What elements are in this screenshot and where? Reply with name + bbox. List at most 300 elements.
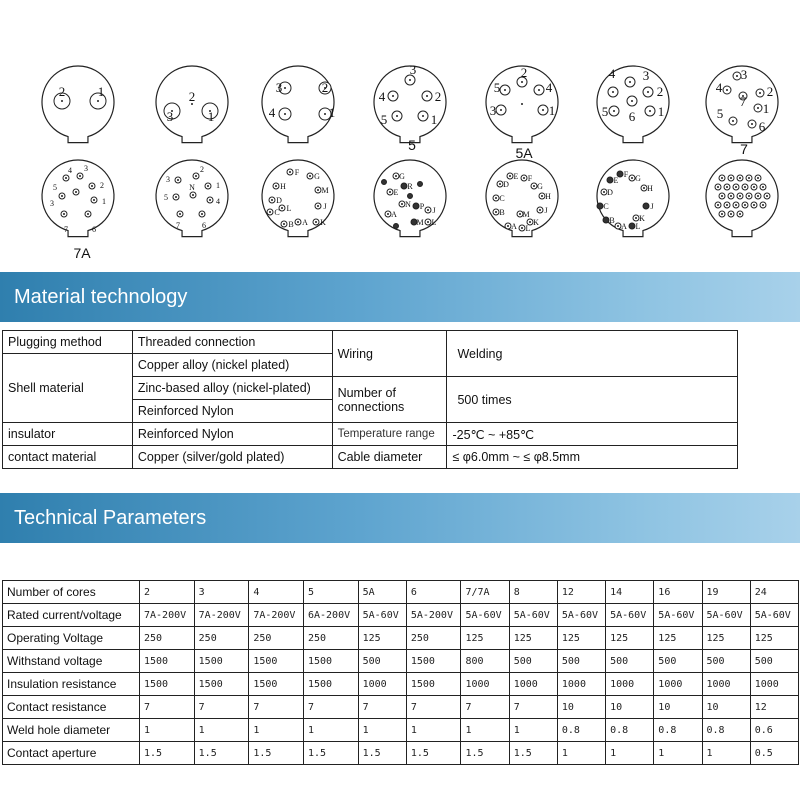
tech-cell: 1500 — [249, 673, 304, 696]
pin-hole — [597, 203, 603, 209]
pin-label: 3 — [489, 103, 497, 118]
pin-label: 5 — [164, 193, 168, 202]
tech-cell: 0.5 — [750, 742, 798, 765]
pin-dot — [726, 89, 728, 91]
tech-cell: 125 — [750, 627, 798, 650]
pin-label: G — [399, 172, 405, 181]
pin-dot — [507, 225, 509, 227]
pin-dot — [529, 221, 531, 223]
pin-dot — [509, 175, 511, 177]
pin-label: G — [537, 182, 543, 191]
technical-parameters-title: Technical Parameters — [14, 507, 207, 529]
tech-cell: 5 — [303, 581, 358, 604]
pin-dot — [209, 199, 211, 201]
tech-cell: 1000 — [702, 673, 750, 696]
pin-label: L — [431, 218, 437, 227]
tech-cell: 125 — [654, 627, 702, 650]
pin-dot — [401, 203, 403, 205]
tech-cell: 6A-200V — [303, 604, 358, 627]
tech-cell: 7A-200V — [249, 604, 304, 627]
pin-dot — [61, 100, 63, 102]
tech-cell: 5A-60V — [654, 604, 702, 627]
pin-dot — [87, 213, 89, 215]
pin-label: 3 — [409, 62, 417, 77]
pin-dot — [495, 197, 497, 199]
pin-dot — [732, 120, 734, 122]
pin-dot — [207, 185, 209, 187]
pin-dot — [500, 109, 502, 111]
pin-dot — [426, 95, 428, 97]
tech-cell: 5A-60V — [509, 604, 557, 627]
tech-cell: 1.5 — [194, 742, 249, 765]
pin-label: 1 — [216, 181, 220, 190]
pin-label: B — [499, 208, 505, 217]
tech-row — [3, 719, 799, 742]
pin-label: D — [503, 180, 509, 189]
pin-dot — [177, 179, 179, 181]
pin-dot — [542, 109, 544, 111]
pin-label: M — [416, 218, 424, 227]
tech-cell: 5A-60V — [557, 604, 605, 627]
technical-parameters-banner — [0, 493, 800, 543]
tech-cell: 7 — [303, 696, 358, 719]
temperature-range-value: -25℃ ~ +85℃ — [447, 423, 738, 446]
tech-cell: 19 — [702, 581, 750, 604]
wiring-label: Wiring — [332, 331, 447, 377]
pin-label: 3 — [84, 164, 88, 173]
tech-row-label: Number of cores — [3, 581, 140, 604]
pin-label: 6 — [92, 225, 96, 234]
tech-cell: 1 — [140, 719, 195, 742]
pin-dot — [521, 227, 523, 229]
tech-cell: 7 — [194, 696, 249, 719]
pin-label: 6 — [628, 109, 636, 124]
tech-cell: 1.5 — [509, 742, 557, 765]
tech-cell: 1500 — [140, 673, 195, 696]
tech-cell: 125 — [358, 627, 406, 650]
pin-dot — [739, 195, 741, 197]
pin-label: C — [499, 194, 505, 203]
pin-label: E — [613, 176, 619, 185]
tech-cell: 1 — [557, 742, 605, 765]
pin-dot — [521, 81, 523, 83]
pin-label: B — [288, 220, 294, 229]
tech-cell: 125 — [606, 627, 654, 650]
pin-label: N — [189, 183, 195, 192]
tech-cell: 1 — [702, 742, 750, 765]
pin-dot — [631, 177, 633, 179]
pin-dot — [739, 213, 741, 215]
tech-cell: 5A-60V — [461, 604, 509, 627]
pin-dot — [735, 204, 737, 206]
pin-label: J — [544, 206, 548, 215]
pin-dot — [736, 75, 738, 77]
pin-dot — [91, 185, 93, 187]
tech-cell: 12 — [750, 696, 798, 719]
pin-dot — [297, 221, 299, 223]
pin-label: L — [525, 224, 531, 233]
pin-dot — [283, 223, 285, 225]
pin-label: 3 — [50, 199, 54, 208]
pin-label: 4 — [378, 89, 386, 104]
tech-row — [3, 696, 799, 719]
material-technology-title: Material technology — [14, 286, 188, 308]
tech-cell: 1 — [606, 742, 654, 765]
pin-dot — [75, 191, 77, 193]
pin-label: A — [511, 222, 517, 231]
tech-cell: 0.8 — [654, 719, 702, 742]
pin-dot — [519, 213, 521, 215]
connector-caption: 7A — [73, 245, 91, 261]
tech-cell: 250 — [194, 627, 249, 650]
pin-dot — [396, 115, 398, 117]
tech-cell: 1 — [461, 719, 509, 742]
tech-row — [3, 604, 799, 627]
pin-label: E — [393, 188, 399, 197]
pin-label: 6 — [758, 119, 766, 134]
shell-material-zinc: Zinc-based alloy (nickel-plated) — [132, 377, 332, 400]
pin-dot — [271, 199, 273, 201]
pin-label: E — [513, 172, 519, 181]
tech-cell: 1.5 — [461, 742, 509, 765]
pin-label: H — [280, 182, 286, 191]
pin-dot — [201, 213, 203, 215]
tech-cell: 250 — [303, 627, 358, 650]
tech-cell: 125 — [557, 627, 605, 650]
pin-label: 2 — [188, 89, 196, 104]
tech-cell: 1.5 — [140, 742, 195, 765]
pin-label: 4 — [268, 105, 276, 120]
tech-cell: 250 — [249, 627, 304, 650]
pin-label: A — [302, 218, 308, 227]
tech-cell: 125 — [461, 627, 509, 650]
pin-dot — [759, 92, 761, 94]
pin-label: 3 — [166, 109, 174, 124]
pin-dot — [762, 186, 764, 188]
pin-hole — [401, 183, 407, 189]
pin-dot — [269, 211, 271, 213]
pin-dot — [523, 177, 525, 179]
pin-dot — [175, 196, 177, 198]
tech-row — [3, 627, 799, 650]
pin-dot — [649, 110, 651, 112]
pin-dot — [744, 186, 746, 188]
tech-row — [3, 650, 799, 673]
connector-pinout-diagrams — [0, 0, 800, 270]
pin-dot — [739, 177, 741, 179]
pin-dot — [422, 115, 424, 117]
pin-label: K — [320, 218, 326, 227]
pin-dot — [748, 177, 750, 179]
pin-hole — [382, 180, 387, 185]
pin-label: 2 — [656, 84, 664, 99]
tech-cell: 7A-200V — [194, 604, 249, 627]
pin-hole — [418, 182, 423, 187]
pin-hole — [629, 223, 635, 229]
pin-hole — [394, 224, 399, 229]
pin-label: D — [607, 188, 613, 197]
tech-cell: 1 — [654, 742, 702, 765]
tech-cell: 1000 — [750, 673, 798, 696]
tech-cell: 500 — [606, 650, 654, 673]
tech-cell: 7 — [140, 696, 195, 719]
tech-cell: 1500 — [194, 650, 249, 673]
tech-cell: 500 — [509, 650, 557, 673]
pin-label: 1 — [328, 105, 336, 120]
pin-dot — [753, 204, 755, 206]
pin-label: A — [391, 210, 397, 219]
tech-cell: 1500 — [406, 673, 461, 696]
pin-dot — [79, 175, 81, 177]
tech-cell: 1000 — [654, 673, 702, 696]
contact-material-value: Copper (silver/gold plated) — [132, 446, 332, 469]
pin-label: 4 — [545, 80, 553, 95]
pin-dot — [63, 213, 65, 215]
pin-dot — [766, 195, 768, 197]
wiring-value: Welding — [447, 331, 738, 377]
tech-cell: 8 — [509, 581, 557, 604]
plugging-method-label: Plugging method — [3, 331, 133, 354]
pin-dot — [643, 187, 645, 189]
pin-dot — [757, 177, 759, 179]
tech-cell: 1 — [406, 719, 461, 742]
pin-dot — [721, 177, 723, 179]
pin-dot — [427, 221, 429, 223]
pin-dot — [721, 195, 723, 197]
pin-dot — [284, 87, 286, 89]
tech-cell: 7 — [249, 696, 304, 719]
pin-label: K — [639, 214, 645, 223]
pin-label: 4 — [68, 166, 72, 175]
tech-cell: 7 — [509, 696, 557, 719]
tech-cell: 1.5 — [406, 742, 461, 765]
pin-label: 1 — [207, 109, 215, 124]
pin-label: H — [647, 184, 653, 193]
pin-dot — [275, 185, 277, 187]
pin-label: A — [621, 222, 627, 231]
pin-label: H — [545, 192, 551, 201]
pin-label: 2 — [520, 65, 528, 80]
pin-dot — [427, 209, 429, 211]
pin-dot — [504, 89, 506, 91]
pin-label: 5 — [716, 106, 724, 121]
pin-label: F — [527, 174, 533, 183]
tech-cell: 1500 — [303, 673, 358, 696]
pin-dot — [617, 225, 619, 227]
tech-cell: 1 — [194, 719, 249, 742]
pin-label: 2 — [100, 181, 104, 190]
tech-cell: 1000 — [358, 673, 406, 696]
tech-cell: 1500 — [303, 650, 358, 673]
pin-label: D — [276, 196, 282, 205]
pin-dot — [726, 186, 728, 188]
pin-label: P — [419, 202, 425, 211]
pin-dot — [315, 221, 317, 223]
tech-cell: 1 — [249, 719, 304, 742]
pin-dot — [539, 209, 541, 211]
tech-cell: 125 — [509, 627, 557, 650]
tech-cell: 24 — [750, 581, 798, 604]
pin-dot — [281, 207, 283, 209]
tech-cell: 1.5 — [358, 742, 406, 765]
tech-cell: 800 — [461, 650, 509, 673]
pin-label: C — [603, 202, 609, 211]
pin-dot — [753, 186, 755, 188]
tech-cell: 1.5 — [249, 742, 304, 765]
pin-label: 5 — [601, 104, 609, 119]
tech-cell: 5A-200V — [406, 604, 461, 627]
pin-label: 4 — [216, 197, 220, 206]
tech-cell: 1500 — [249, 650, 304, 673]
tech-cell: 500 — [654, 650, 702, 673]
pin-dot — [284, 113, 286, 115]
tech-cell: 0.8 — [606, 719, 654, 742]
pin-dot — [751, 123, 753, 125]
pin-dot — [744, 204, 746, 206]
pin-label: J — [323, 202, 327, 211]
pin-dot — [721, 213, 723, 215]
tech-cell: 10 — [606, 696, 654, 719]
tech-cell: 0.8 — [702, 719, 750, 742]
plugging-method-value: Threaded connection — [132, 331, 332, 354]
material-technology-banner — [0, 272, 800, 322]
pin-label: 1 — [102, 197, 106, 206]
tech-cell: 5A-60V — [358, 604, 406, 627]
pin-dot — [757, 195, 759, 197]
pin-dot — [495, 211, 497, 213]
tech-cell: 0.6 — [750, 719, 798, 742]
tech-cell: 125 — [702, 627, 750, 650]
pin-dot — [533, 185, 535, 187]
tech-cell: 16 — [654, 581, 702, 604]
pin-dot — [730, 213, 732, 215]
pin-dot — [730, 195, 732, 197]
pin-label: 5 — [53, 183, 57, 192]
tech-cell: 7 — [461, 696, 509, 719]
pin-dot — [289, 171, 291, 173]
pin-dot — [389, 191, 391, 193]
tech-cell: 5A-60V — [606, 604, 654, 627]
pin-label: 2 — [434, 89, 442, 104]
tech-cell: 12 — [557, 581, 605, 604]
tech-cell: 5A — [358, 581, 406, 604]
pin-label: 2 — [200, 165, 204, 174]
tech-cell: 1500 — [140, 650, 195, 673]
pin-label: 1 — [548, 103, 556, 118]
tech-cell: 7A-200V — [140, 604, 195, 627]
pin-dot — [717, 204, 719, 206]
pin-label: 7 — [64, 225, 68, 234]
pin-dot — [179, 213, 181, 215]
tech-row — [3, 581, 799, 604]
pin-hole — [413, 203, 419, 209]
tech-cell: 1500 — [194, 673, 249, 696]
pin-label: M — [321, 186, 329, 195]
pin-dot — [499, 183, 501, 185]
pin-dot — [541, 195, 543, 197]
pin-label: R — [407, 182, 413, 191]
shell-material-nylon: Reinforced Nylon — [132, 400, 332, 423]
pin-hole — [408, 194, 413, 199]
pin-label: 5 — [380, 112, 388, 127]
pin-label: C — [274, 208, 280, 217]
technical-parameters-table — [2, 580, 799, 765]
connector-caption: 5A — [515, 145, 533, 161]
pin-dot — [748, 195, 750, 197]
tech-cell: 1 — [303, 719, 358, 742]
number-of-connections-value: 500 times — [447, 377, 738, 423]
pin-label: L — [635, 222, 641, 231]
insulator-label: insulator — [3, 423, 133, 446]
pin-label: 3 — [166, 175, 170, 184]
tech-cell: 5A-60V — [702, 604, 750, 627]
cable-diameter-value: ≤ φ6.0mm ~ ≤ φ8.5mm — [447, 446, 738, 469]
tech-cell: 10 — [557, 696, 605, 719]
pin-label: 3 — [275, 80, 283, 95]
pin-dot — [538, 89, 540, 91]
pin-label: 5 — [493, 80, 501, 95]
tech-cell: 500 — [358, 650, 406, 673]
pin-dot — [613, 110, 615, 112]
tech-cell: 7/7A — [461, 581, 509, 604]
pin-dot — [65, 177, 67, 179]
pin-label: 7 — [176, 221, 180, 230]
tech-cell: 1000 — [509, 673, 557, 696]
tech-cell: 10 — [702, 696, 750, 719]
pin-dot — [324, 113, 326, 115]
pin-dot — [395, 175, 397, 177]
tech-cell: 2 — [140, 581, 195, 604]
pin-label: J — [432, 206, 436, 215]
pin-dot — [409, 79, 411, 81]
pin-dot — [735, 186, 737, 188]
pin-label: 2 — [58, 84, 66, 99]
pin-label: K — [533, 218, 539, 227]
pin-dot — [387, 213, 389, 215]
connector-caption: 7 — [740, 141, 748, 157]
pin-dot — [726, 204, 728, 206]
pin-dot — [309, 175, 311, 177]
tech-row-label: Contact resistance — [3, 696, 140, 719]
tech-row-label: Contact aperture — [3, 742, 140, 765]
tech-cell: 6 — [406, 581, 461, 604]
pin-hole — [607, 177, 613, 183]
tech-cell: 0.8 — [557, 719, 605, 742]
tech-cell: 4 — [249, 581, 304, 604]
pin-dot — [635, 217, 637, 219]
tech-cell: 1 — [509, 719, 557, 742]
tech-row-label: Operating Voltage — [3, 627, 140, 650]
tech-cell: 500 — [702, 650, 750, 673]
tech-cell: 1.5 — [303, 742, 358, 765]
pin-label: N — [405, 200, 411, 209]
pin-label: 4 — [715, 80, 723, 95]
pin-dot — [317, 205, 319, 207]
tech-row-label: Weld hole diameter — [3, 719, 140, 742]
pin-dot — [97, 100, 99, 102]
pin-dot — [762, 204, 764, 206]
pin-label: 1 — [762, 101, 770, 116]
pin-dot — [192, 194, 194, 196]
pin-label: G — [314, 172, 320, 181]
pin-label: F — [623, 170, 629, 179]
tech-cell: 10 — [654, 696, 702, 719]
tech-cell: 1000 — [461, 673, 509, 696]
center-dot — [521, 103, 523, 105]
tech-cell: 1 — [358, 719, 406, 742]
tech-cell: 500 — [750, 650, 798, 673]
pin-label: M — [522, 210, 530, 219]
